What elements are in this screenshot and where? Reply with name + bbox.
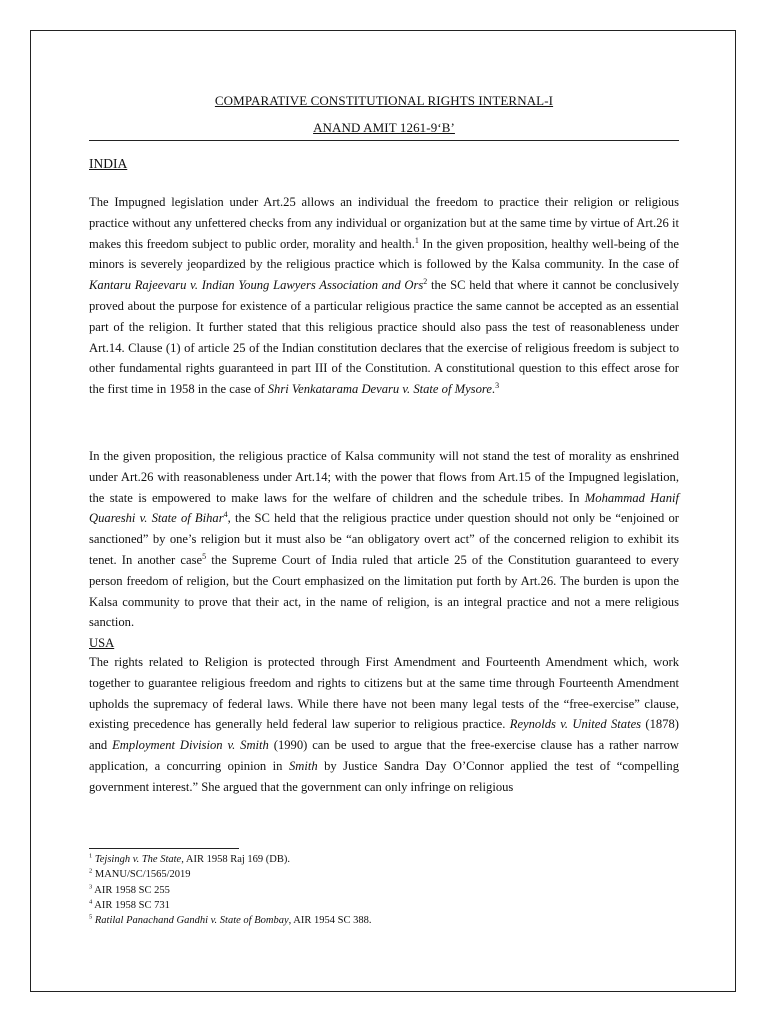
case-citation: Reynolds v. United States: [509, 717, 642, 732]
footnotes: [89, 852, 679, 928]
footnote: $^3$ AIR 1958 SC 255: [89, 883, 170, 896]
india-paragraph-2: In the given proposition, the religious practice of Kalsa community will not stand the test of morality as enshrined under Art.26 with reasonableness under Art.14; with the power that flows from Art.15 of the Impugned legislation, the state is empowered to make laws for the welfare of children and the schedule tribes. In Mohammad Hanif Quareshi v. State of Bihar$^4$, the SC held that the religious practice under question should not only be “enjoined or sanctioned” by one’s religion but it must also be “an obligatory overt act” of the concerned religion to exhibit its tenet. In another case$^5$ the Supreme Court of India ruled that article 25 of the Constitution guaranteed to every person freedom of religion, but the Court emphasized on the limitation put forth by Art.26. The burden is upon the Kalsa community to prove that their act, in the name of religion, is an integral practice and not a mere religious sanction.: [89, 449, 679, 630]
footnote: $^5$ Ratilal Panachand Gandhi v. State of Bombay, AIR 1954 SC 388.: [89, 913, 372, 927]
usa-paragraph-1: The rights related to Religion is protected through First Amendment and Fourteenth Amendment which, work together to guarantee religious freedom and rights to citizens but at the same time through Fourteenth Amendment upholds the supremacy of federal laws. While there have not been many legal tests of the “free-exercise” clause, existing precedence has generally held federal law superior to religious practice. Reynolds v. United States (1878) and Employment Division v. Smith (1990) can be used to argue that the free-exercise clause has a rather narrow application, a concurring opinion in Smith by Justice Sandra Day O’Connor applied the test of “compelling government interest.” She argued that the government can only infringe on religious: [89, 655, 680, 794]
title-rule: [89, 140, 679, 141]
case-citation: Tejsingh v. The State: [94, 854, 182, 865]
footnote-rule: [89, 848, 239, 849]
footnote-ref: 4: [223, 510, 228, 520]
footnote-ref: 3: [495, 380, 500, 390]
section-heading-usa: USA: [89, 636, 115, 650]
footnote: $^2$ MANU/SC/1565/2019: [89, 867, 191, 881]
case-citation: Shri Venkatarama Devaru v. State of Mysore: [267, 382, 492, 397]
section-heading-india: INDIA: [89, 156, 128, 171]
footnote-ref: 4: [89, 898, 93, 906]
footnote-ref: 2: [89, 867, 93, 875]
india-paragraph-1: The Impugned legislation under Art.25 allows an individual the freedom to practice their religion or religious practice without any unfettered checks from any individual or organization but at the same time by virtue of Art.26 it makes this freedom subject to public order, morality and health.$^1$ In the given proposition, healthy well-being of the minors is severely jeopardized by the religious practice which is followed by the Kalsa community. In the case of Kantaru Rajeevaru v. Indian Young Lawyers Association and Ors$^2$ the SC held that where it cannot be conclusively proved about the purpose for existence of a particular religious practice the same cannot be accepted as an essential part of the religion. It further stated that this religious practice should also pass the test of reasonableness under Art.14. Clause (1) of article 25 of the Indian constitution declares that the exercise of religious freedom is subject to other fundamental rights guaranteed in part III of the Constitution. A constitutional question to this effect arose for the first time in 1958 in the case of Shri Venkatarama Devaru v. State of Mysore.$^3$: [89, 195, 680, 397]
footnote-ref: 3: [89, 883, 93, 891]
case-citation: Kantaru Rajeevaru v. Indian Young Lawyers Association and Ors: [89, 278, 424, 293]
footnote-ref: 1: [414, 235, 419, 245]
footnote-ref: 5: [89, 913, 93, 921]
footnote: $^4$ AIR 1958 SC 731: [89, 898, 170, 911]
footnote: $^1$ Tejsingh v. The State, AIR 1958 Raj 169 (DB).: [89, 852, 291, 865]
footnote-ref: 1: [89, 852, 93, 860]
case-citation: Smith: [288, 758, 318, 773]
footnote-ref: 2: [423, 277, 428, 286]
case-citation: Mohammad Hanif Quareshi v. State of Bihar: [89, 490, 679, 526]
author-line: ANAND AMIT 1261-9‘B’: [313, 120, 455, 135]
case-citation: Ratilal Panachand Gandhi v. State of Bombay: [94, 915, 289, 927]
footnote-ref: 5: [202, 551, 207, 561]
document-title: COMPARATIVE CONSTITUTIONAL RIGHTS INTERNAL-I: [214, 93, 554, 108]
case-citation: Employment Division v. Smith: [112, 738, 269, 753]
